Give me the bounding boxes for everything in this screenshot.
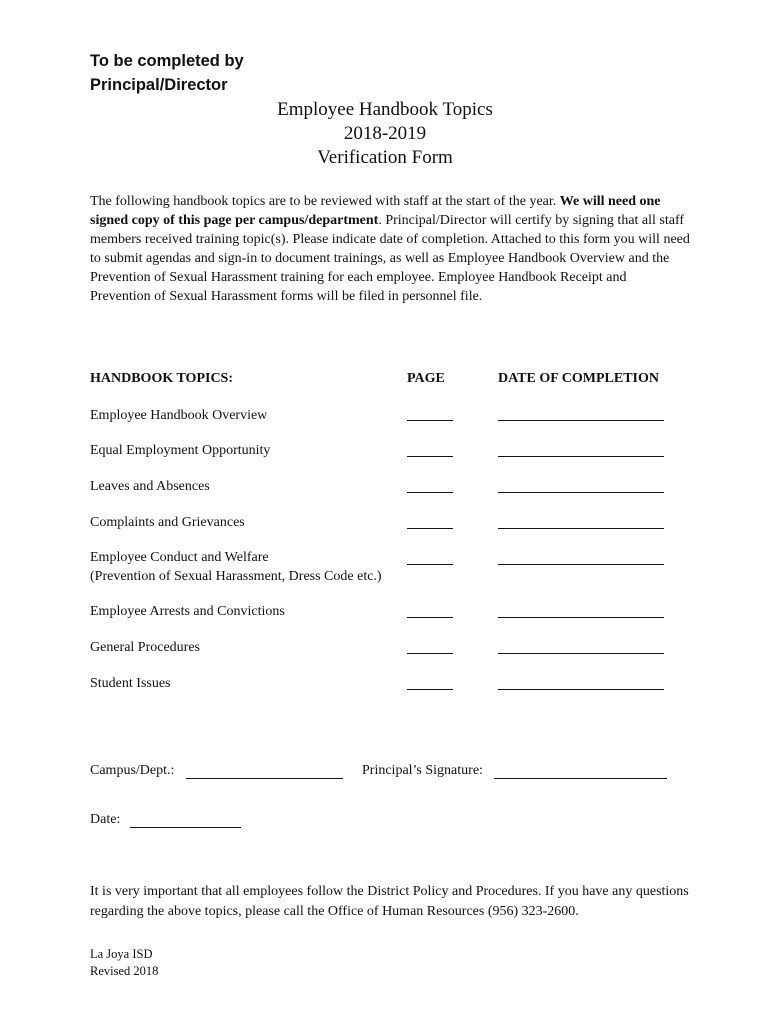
topic-row [90,548,382,586]
date-field[interactable] [498,653,664,654]
organization-name: La Joya ISD [90,947,153,961]
date-field[interactable] [498,528,664,529]
intro-paragraph [90,192,690,306]
campus-field[interactable] [186,778,343,779]
organization-block [90,946,158,980]
topic-label: General Procedures [90,640,201,655]
principal-signature-field[interactable] [494,778,667,779]
title-line3: Verification Form [317,147,453,168]
date-field[interactable] [498,456,664,457]
campus-label: Campus/Dept.: [90,763,175,778]
title-line1: Employee Handbook Topics [277,99,493,120]
topic-label: Employee Conduct and Welfare [90,550,269,565]
date-field[interactable] [498,689,664,690]
page-field[interactable] [407,456,453,457]
date-field[interactable] [498,617,664,618]
topic-sublabel: (Prevention of Sexual Harassment, Dress Code etc.) [90,569,382,584]
page-field[interactable] [407,492,453,493]
page-field[interactable] [407,617,453,618]
page-field[interactable] [407,528,453,529]
intro-part2: . Principal/Director will certify by signing that all staff members received training topic(s). Please indicate date of completion. Attached to this form you will need to submit agendas and sign-in to document trainings, as well as Employee Handbook Overview and the Prevention of Sexual Harassment training for each employee. Employee Handbook Receipt and Prevention of Sexual Harassment forms will be filed in personnel file. [90,213,690,304]
topic-label: Employee Arrests and Convictions [90,604,285,619]
completion-note-line1: To be completed by [90,52,244,70]
header-page: PAGE [407,371,445,386]
topic-label: Student Issues [90,676,171,691]
completion-note [90,49,244,97]
page-field[interactable] [407,653,453,654]
date-signed-field[interactable] [130,827,241,828]
title-year: 2018-2019 [343,123,427,144]
intro-part1: The following handbook topics are to be reviewed with staff at the start of the year. [90,194,560,209]
completion-note-line2: Principal/Director [90,76,228,94]
topic-row [90,602,285,621]
form-title [0,98,770,170]
principal-signature-label: Principal’s Signature: [362,763,483,778]
header-date: DATE OF COMPLETION [498,371,660,386]
topic-label: Employee Handbook Overview [90,408,268,423]
topic-row [90,406,267,425]
footer-notice: It is very important that all employees follow the District Policy and Procedures. If you have any questions regarding the above topics, please call the Office of Human Resources (956) 323-2600. [90,884,689,919]
topic-row [90,638,200,657]
page-field[interactable] [407,689,453,690]
topic-label: Complaints and Grievances [90,515,245,530]
topic-label: Equal Employment Opportunity [90,443,271,458]
page-field[interactable] [407,420,453,421]
topic-row [90,477,210,496]
topic-row [90,441,270,460]
header-topics: HANDBOOK TOPICS: [90,371,234,386]
topic-label: Leaves and Absences [90,479,210,494]
topic-row [90,513,245,532]
date-field[interactable] [498,492,664,493]
date-field[interactable] [498,564,664,565]
date-field[interactable] [498,420,664,421]
date-label: Date: [90,812,121,827]
page-field[interactable] [407,564,453,565]
revision-note: Revised 2018 [90,964,159,978]
intro-bold: We will need one signed copy of this page per campus/department [90,194,661,228]
topic-row [90,674,171,693]
